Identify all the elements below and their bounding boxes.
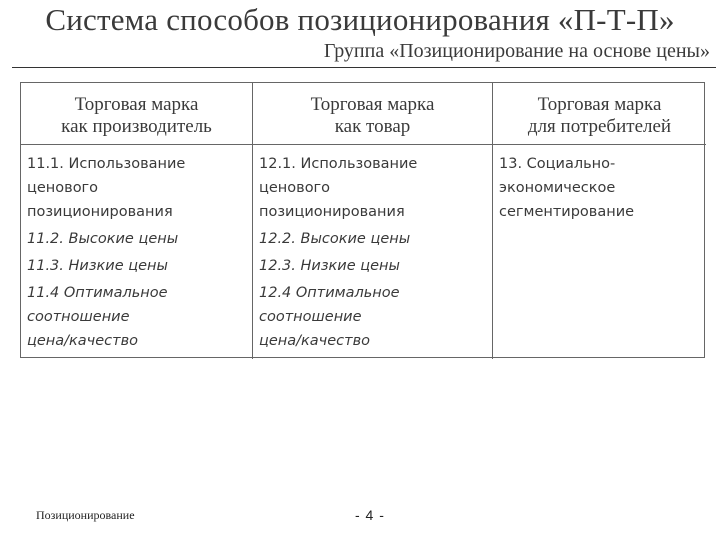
header-line: Торговая марка	[537, 93, 662, 115]
column-header-producer	[21, 83, 253, 145]
header-line: для потребителей	[527, 115, 672, 137]
item-text: 11.4 Оптимальное	[27, 285, 168, 301]
column-body-producer	[21, 145, 253, 359]
item-text: 11.1. Использование	[27, 156, 186, 172]
list-item	[27, 281, 246, 353]
header-line: как производитель	[61, 115, 212, 137]
list-item	[499, 152, 700, 224]
item-text: сегментирование	[499, 204, 635, 220]
column-header-product	[253, 83, 493, 145]
item-text: позиционирования	[259, 204, 405, 220]
column-header-consumers	[493, 83, 706, 145]
item-text: соотношение	[259, 309, 362, 325]
item-text: ценового	[259, 180, 331, 196]
item-text: экономическое	[499, 180, 616, 196]
column-body-consumers	[493, 145, 706, 359]
item-text: 12.3. Низкие цены	[259, 258, 400, 274]
header-line: Торговая марка	[74, 93, 199, 115]
footer-section-label: Позиционирование	[36, 508, 135, 522]
list-item	[27, 227, 246, 251]
title-divider	[12, 67, 716, 68]
item-text: 12.1. Использование	[259, 156, 418, 172]
item-text: 12.4 Оптимальное	[259, 285, 400, 301]
item-text: 12.2. Высокие цены	[259, 231, 411, 247]
item-text: 13. Социально-	[499, 156, 616, 172]
item-text: 11.2. Высокие цены	[27, 231, 179, 247]
item-text: 11.3. Низкие цены	[27, 258, 168, 274]
header-line: Торговая марка	[310, 93, 435, 115]
item-text: позиционирования	[27, 204, 173, 220]
list-item	[27, 254, 246, 278]
item-text: соотношение	[27, 309, 130, 325]
list-item	[27, 152, 246, 224]
page-number: - 4 -	[355, 507, 385, 523]
list-item	[259, 281, 486, 353]
list-item	[259, 254, 486, 278]
item-text: цена/качество	[259, 333, 371, 349]
item-text: цена/качество	[27, 333, 139, 349]
list-item	[259, 152, 486, 224]
positioning-table	[20, 82, 705, 358]
list-item	[259, 227, 486, 251]
slide-title: Система способов позиционирования «П-Т-П»	[45, 2, 675, 37]
item-text: ценового	[27, 180, 99, 196]
slide-subtitle: Группа «Позиционирование на основе цены»	[323, 40, 710, 62]
column-body-product	[253, 145, 493, 359]
header-line: как товар	[334, 115, 411, 137]
